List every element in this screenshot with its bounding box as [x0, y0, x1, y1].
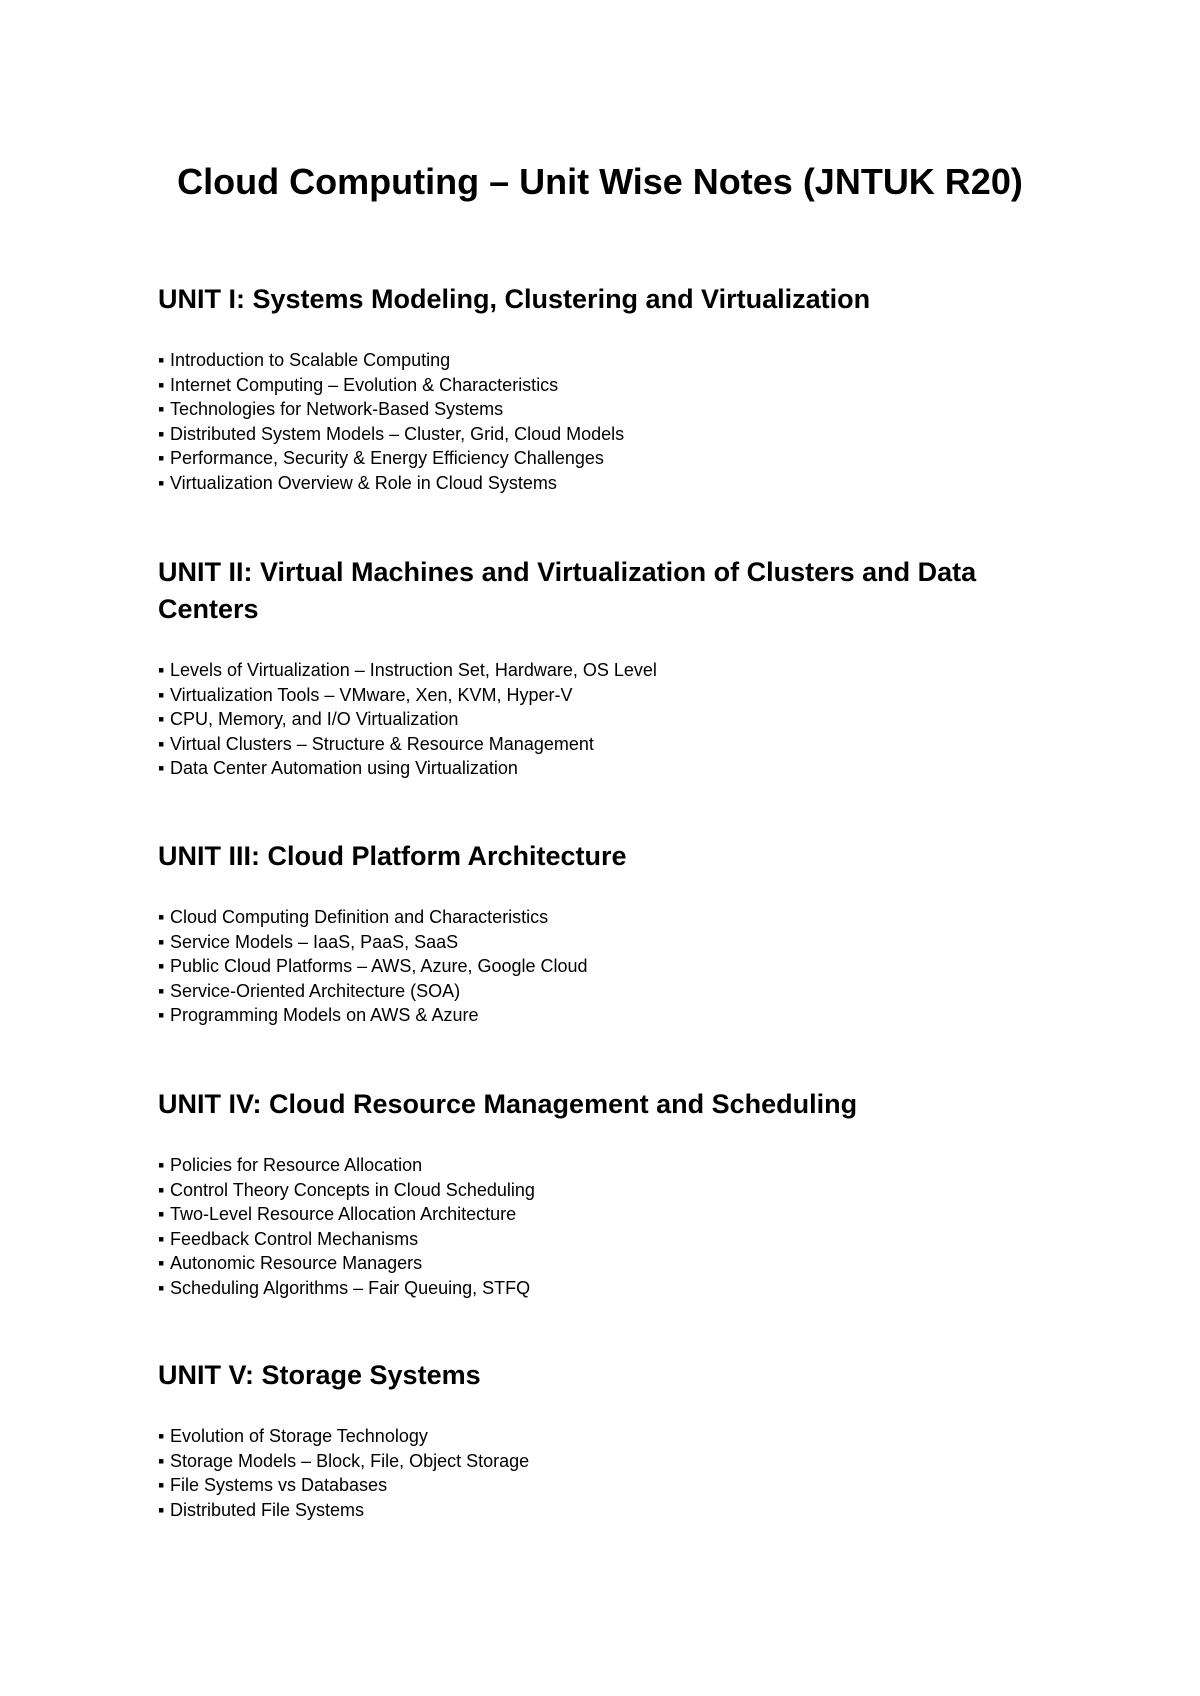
list-item-text: Autonomic Resource Managers [170, 1253, 423, 1273]
bullet-icon: ▪ [158, 374, 165, 395]
list-item [158, 707, 1038, 732]
list-item [158, 658, 1038, 683]
list-item [158, 471, 1038, 496]
list-item-text: Public Cloud Platforms – AWS, Azure, Google Cloud [170, 956, 588, 976]
topic-list [158, 658, 1038, 781]
bullet-icon: ▪ [158, 1450, 165, 1471]
topic-list [158, 348, 1038, 495]
list-item [158, 1276, 1038, 1301]
list-item-text: Service-Oriented Architecture (SOA) [170, 980, 461, 1001]
bullet-icon: ▪ [158, 660, 165, 680]
topic-list [158, 1153, 1038, 1300]
bullet-icon: ▪ [158, 1155, 165, 1175]
list-item-text: Storage Models – Block, File, Object Storage [170, 1450, 530, 1471]
bullet-icon: ▪ [158, 907, 165, 927]
bullet-icon: ▪ [158, 980, 165, 1001]
list-item [158, 683, 1038, 708]
unit-section [158, 1357, 1038, 1522]
list-item-text: Service Models – IaaS, PaaS, SaaS [170, 931, 459, 952]
list-item [158, 1003, 1038, 1028]
list-item [158, 905, 1038, 930]
topic-list [158, 905, 1038, 1028]
bullet-icon: ▪ [158, 1426, 165, 1446]
list-item [158, 979, 1038, 1004]
list-item [158, 422, 1038, 447]
list-item [158, 930, 1038, 955]
bullet-icon: ▪ [158, 350, 165, 370]
bullet-icon: ▪ [158, 472, 165, 493]
bullet-icon: ▪ [158, 758, 165, 778]
unit-heading: UNIT V: Storage Systems [158, 1360, 481, 1390]
list-item-text: Scheduling Algorithms – Fair Queuing, STFQ [170, 1277, 531, 1298]
list-item-text: Evolution of Storage Technology [170, 1426, 428, 1446]
list-item-text: Virtualization Tools – VMware, Xen, KVM, Hyper-V [170, 684, 573, 705]
unit-heading: UNIT III: Cloud Platform Architecture [158, 841, 627, 871]
list-item [158, 1251, 1038, 1276]
list-item [158, 348, 1038, 373]
bullet-icon: ▪ [158, 1475, 165, 1495]
bullet-icon: ▪ [158, 931, 165, 952]
list-item-text: Internet Computing – Evolution & Characteristics [170, 374, 559, 395]
list-item-text: Technologies for Network-Based Systems [170, 399, 504, 419]
page-title: Cloud Computing – Unit Wise Notes (JNTUK R20) [177, 161, 1023, 202]
list-item-text: Control Theory Concepts in Cloud Scheduling [170, 1179, 535, 1200]
bullet-icon: ▪ [158, 956, 165, 976]
list-item-text: Data Center Automation using Virtualization [170, 758, 518, 778]
bullet-icon: ▪ [158, 399, 165, 419]
bullet-icon: ▪ [158, 423, 165, 444]
list-item [158, 954, 1038, 979]
list-item [158, 446, 1038, 471]
list-item [158, 732, 1038, 757]
list-item-text: Policies for Resource Allocation [170, 1155, 423, 1175]
list-item-text: Distributed File Systems [170, 1499, 365, 1520]
list-item [158, 756, 1038, 781]
list-item-text: Distributed System Models – Cluster, Grid, Cloud Models [170, 423, 625, 444]
unit-section [158, 838, 1038, 1028]
bullet-icon: ▪ [158, 733, 165, 754]
unit-heading: UNIT II: Virtual Machines and Virtualization of Clusters and Data Centers [158, 557, 977, 624]
bullet-icon: ▪ [158, 448, 165, 468]
list-item [158, 1202, 1038, 1227]
list-item-text: File Systems vs Databases [170, 1475, 388, 1495]
list-item [158, 373, 1038, 398]
list-item [158, 1153, 1038, 1178]
list-item-text: Introduction to Scalable Computing [170, 350, 451, 370]
bullet-icon: ▪ [158, 1277, 165, 1298]
list-item-text: Cloud Computing Definition and Characteristics [170, 907, 549, 927]
bullet-icon: ▪ [158, 1253, 165, 1273]
bullet-icon: ▪ [158, 1179, 165, 1200]
list-item-text: CPU, Memory, and I/O Virtualization [170, 709, 459, 729]
list-item-text: Performance, Security & Energy Efficiency Challenges [170, 448, 604, 468]
list-item [158, 397, 1038, 422]
bullet-icon: ▪ [158, 709, 165, 729]
topic-list [158, 1424, 1038, 1522]
unit-heading: UNIT I: Systems Modeling, Clustering and Virtualization [158, 284, 871, 314]
list-item [158, 1424, 1038, 1449]
bullet-icon: ▪ [158, 1228, 165, 1249]
list-item-text: Virtual Clusters – Structure & Resource Management [170, 733, 594, 754]
unit-heading: UNIT IV: Cloud Resource Management and Scheduling [158, 1089, 858, 1119]
list-item [158, 1227, 1038, 1252]
list-item-text: Two-Level Resource Allocation Architecture [170, 1204, 517, 1224]
unit-section [158, 554, 1038, 781]
list-item-text: Feedback Control Mechanisms [170, 1228, 419, 1249]
list-item-text: Virtualization Overview & Role in Cloud Systems [170, 472, 557, 493]
list-item [158, 1473, 1038, 1498]
list-item-text: Programming Models on AWS & Azure [170, 1005, 479, 1025]
unit-section [158, 1086, 1038, 1300]
list-item-text: Levels of Virtualization – Instruction Set, Hardware, OS Level [170, 660, 657, 680]
unit-section [158, 281, 1038, 495]
list-item [158, 1498, 1038, 1523]
bullet-icon: ▪ [158, 1204, 165, 1224]
bullet-icon: ▪ [158, 1005, 165, 1025]
bullet-icon: ▪ [158, 1499, 165, 1520]
bullet-icon: ▪ [158, 684, 165, 705]
list-item [158, 1178, 1038, 1203]
list-item [158, 1449, 1038, 1474]
